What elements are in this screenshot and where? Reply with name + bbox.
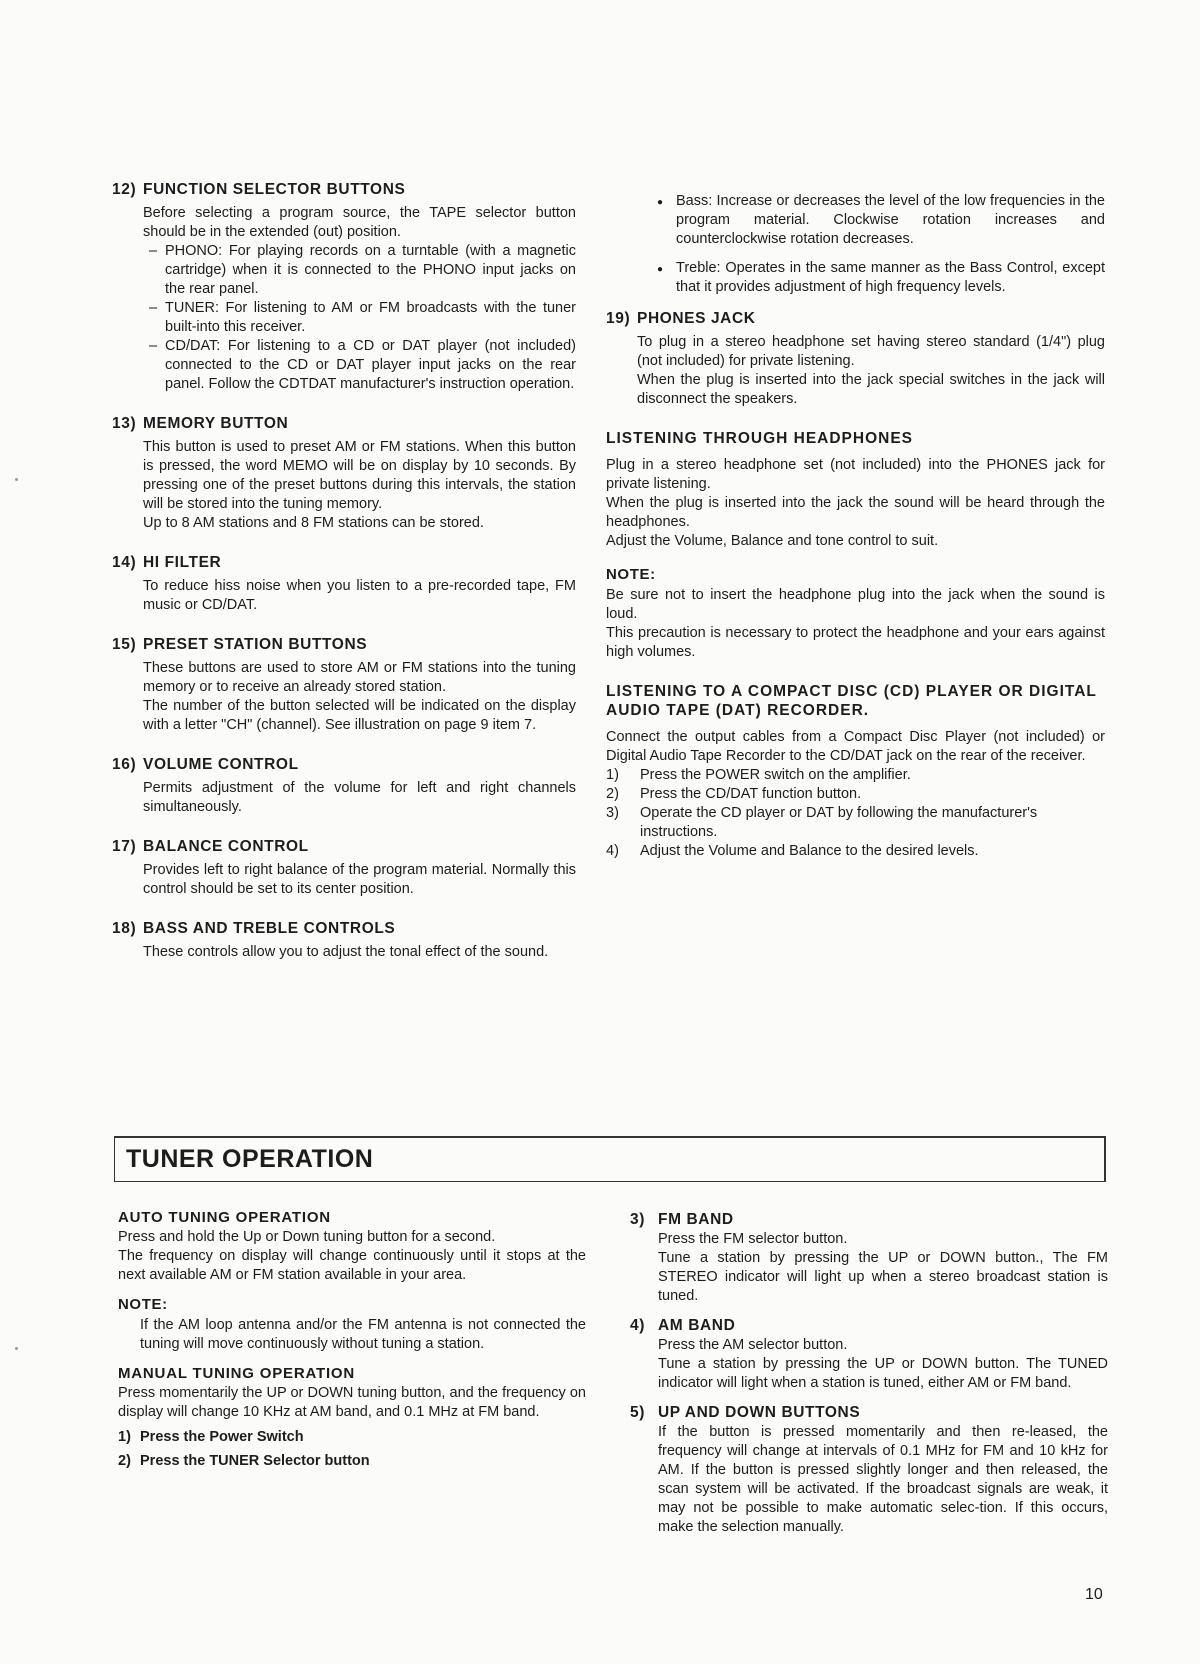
step-number: 2) [606,786,619,802]
step-number: 2) [118,1453,131,1469]
item-text: Provides left to right balance of the program material. Normally this control should be set to its center position. [143,862,576,897]
item-volume-control [112,755,576,817]
step-number: 1) [118,1429,131,1445]
item-heading [112,837,576,856]
item-number: 4) [630,1317,645,1334]
item-heading [630,1403,1108,1422]
subsection-heading: MANUAL TUNING OPERATION [118,1365,356,1382]
paragraph: When the plug is inserted into the jack the sound will be heard through the headphones. [606,495,1105,530]
step-text: Press the TUNER Selector button [140,1453,370,1469]
item-number: 12) [112,181,137,198]
item-title: BASS AND TREBLE CONTROLS [143,920,396,937]
item-heading [112,635,576,654]
item-text: Press the AM selector button. [658,1337,848,1353]
item-text: If the button is pressed momentarily and then re-leased, the frequency will change at intervals of 0.1 MHz for FM and 10 kHz for AM. If the button is pressed slightly longer and then released, the scan system will be activated. If the broadcast signals are weak, it may not be possible to make automatic selec-tion. If this occurs, make the selection manually. [658,1424,1108,1535]
note-text: If the AM loop antenna and/or the FM antenna is not connected the tuning will move continuously without tuning a station. [140,1317,586,1352]
note-heading: NOTE: [606,566,656,583]
item-number: 13) [112,415,137,432]
item-heading [112,553,576,572]
item-up-down-buttons [630,1403,1108,1537]
step-list [606,766,1105,861]
item-number: 16) [112,756,137,773]
step-text: Press the Power Switch [140,1429,304,1445]
item-function-selector [112,180,576,394]
step-text: Adjust the Volume and Balance to the desired levels. [640,843,979,859]
dash-item: – CD/DAT: For listening to a CD or DAT player (not included) connected to the CD or DAT player input jacks on the rear panel. Follow the CDTDAT manufacturer's instruction operation. [143,337,576,394]
item-number: 19) [606,310,631,327]
item-title: BALANCE CONTROL [143,838,309,855]
item-number: 14) [112,554,137,571]
item-number: 5) [630,1404,645,1421]
item-text: When the plug is inserted into the jack special switches in the jack will disconnect the speakers. [637,372,1105,407]
item-title: VOLUME CONTROL [143,756,299,773]
dash-item: – PHONO: For playing records on a turntable (with a magnetic cartridge) when it is connected to the PHONO input jacks on the rear panel. [143,242,576,299]
item-heading [630,1210,1108,1229]
paragraph: Connect the output cables from a Compact Disc Player (not included) or Digital Audio Tape Recorder to the CD/DAT jack on the rear of the receiver. [606,729,1105,764]
subsection-heading: AUTO TUNING OPERATION [118,1209,331,1226]
paragraph: This precaution is necessary to protect the headphone and your ears against high volumes. [606,625,1105,660]
note-heading: NOTE: [118,1296,168,1313]
item-text: Tune a station by pressing the UP or DOWN button. The TUNED indicator will light when a station is tuned, either AM or FM band. [658,1356,1108,1391]
banner-rule [1104,1136,1106,1182]
item-text: To reduce hiss noise when you listen to a pre-recorded tape, FM music or CD/DAT. [143,578,576,613]
paragraph: Plug in a stereo headphone set (not included) into the PHONES jack for private listening. [606,457,1105,492]
banner-rule [114,1136,1106,1138]
step-text: Press the CD/DAT function button. [640,786,862,802]
tuner-left-column [118,1208,586,1471]
scan-speck [15,478,18,481]
step-list [118,1428,586,1471]
item-title: PHONES JACK [637,310,756,327]
step-text: Press the POWER switch on the amplifier. [640,767,911,783]
item-hi-filter [112,553,576,615]
step-number: 4) [606,843,619,859]
item-phones-jack [606,309,1105,409]
item-number: 3) [630,1211,645,1228]
item-title: FUNCTION SELECTOR BUTTONS [143,181,406,198]
item-text: This button is used to preset AM or FM stations. When this button is pressed, the word MEMO will be on display by 10 seconds. By pressing one of the preset buttons during this intervals, the station will be stored into the tuning memory. [143,439,576,512]
item-number: 17) [112,838,137,855]
section-heading: LISTENING THROUGH HEADPHONES [606,430,914,447]
item-text: Before selecting a program source, the TAPE selector button should be in the extended (out) position. [143,205,576,240]
page-number: 10 [1085,1586,1103,1603]
step-item [118,1428,586,1447]
item-title: FM BAND [658,1211,734,1228]
bullet-list [640,192,1105,297]
item-text: Tune a station by pressing the UP or DOWN button., The FM STEREO indicator will light up when a stereo broadcast station is tuned. [658,1250,1108,1304]
item-title: AM BAND [658,1317,736,1334]
headphones-section [606,429,1105,861]
paragraph: Adjust the Volume, Balance and tone control to suit. [606,533,939,549]
item-heading [112,414,576,433]
item-title: PRESET STATION BUTTONS [143,636,368,653]
item-heading [606,309,1105,328]
scan-speck [15,1347,18,1350]
paragraph: Be sure not to insert the headphone plug into the jack when the sound is loud. [606,587,1105,622]
item-heading [630,1316,1108,1335]
item-title: MEMORY BUTTON [143,415,289,432]
bullet-item-treble: ● Treble: Operates in the same manner as the Bass Control, except that it provides adjustment of high frequency levels. [640,259,1105,297]
step-item [606,842,1105,861]
tuner-right-column [630,1210,1108,1557]
step-item [606,766,1105,785]
item-text: These buttons are used to store AM or FM stations into the tuning memory or to receive an already stored station. [143,660,576,695]
item-balance-control [112,837,576,899]
paragraph: The frequency on display will change continuously until it stops at the next available AM or FM station available in your area. [118,1248,586,1283]
item-am-band [630,1316,1108,1393]
item-text: Permits adjustment of the volume for left and right channels simultaneously. [143,780,576,815]
section-title: TUNER OPERATION [126,1145,374,1173]
step-number: 1) [606,767,619,783]
item-text: These controls allow you to adjust the tonal effect of the sound. [143,944,549,960]
bullet-item-bass: ● Bass: Increase or decreases the level of the low frequencies in the program material. Clockwise rotation increases and counterclockwise rotation decreases. [640,192,1105,249]
item-text: Press the FM selector button. [658,1231,848,1247]
item-heading [112,180,576,199]
item-memory-button [112,414,576,533]
item-bass-treble [112,919,576,962]
paragraph: Press momentarily the UP or DOWN tuning button, and the frequency on display will change 10 KHz at AM band, and 0.1 MHz at FM band. [118,1385,586,1420]
item-title: UP AND DOWN BUTTONS [658,1404,861,1421]
item-heading [112,919,576,938]
right-column [606,192,1105,861]
dash-list [143,242,576,394]
left-column [112,180,576,982]
item-heading [112,755,576,774]
dash-item: – TUNER: For listening to AM or FM broadcasts with the tuner built-into this receiver. [143,299,576,337]
item-text: The number of the button selected will be indicated on the display with a letter "CH" (channel). See illustration on page 9 item 7. [143,698,576,733]
item-title: HI FILTER [143,554,222,571]
item-text: To plug in a stereo headphone set having stereo standard (1/4") plug (not included) for private listening. [637,334,1105,369]
paragraph: Press and hold the Up or Down tuning button for a second. [118,1229,496,1245]
step-item [118,1452,586,1471]
step-text: Operate the CD player or DAT by following the manufacturer's instructions. [640,805,1038,840]
step-item [606,785,1105,804]
item-text: Up to 8 AM stations and 8 FM stations can be stored. [143,515,484,531]
item-preset-station [112,635,576,735]
item-number: 18) [112,920,137,937]
item-fm-band [630,1210,1108,1306]
item-number: 15) [112,636,137,653]
section-heading: LISTENING TO A COMPACT DISC (CD) PLAYER OR DIGITAL AUDIO TAPE (DAT) RECORDER. [606,683,1097,719]
step-number: 3) [606,805,619,821]
step-item [606,804,1105,842]
